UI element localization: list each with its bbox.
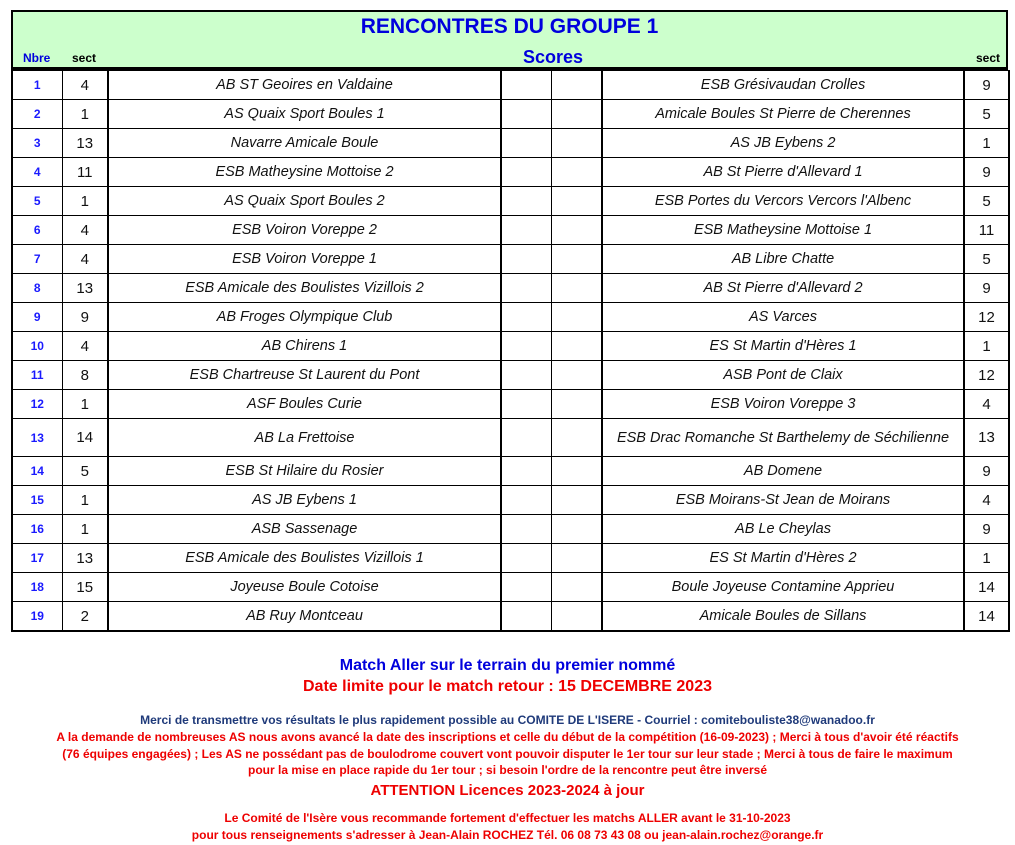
home-team: AB Ruy Montceau [108, 602, 501, 632]
match-number: 15 [12, 486, 62, 515]
match-row [12, 129, 1009, 158]
home-score-cell[interactable] [501, 303, 551, 332]
match-number: 10 [12, 332, 62, 361]
match-row [12, 544, 1009, 573]
match-number: 7 [12, 245, 62, 274]
away-sector: 12 [964, 361, 1009, 390]
away-team: AB Le Cheylas [602, 515, 964, 544]
away-score-cell[interactable] [551, 390, 602, 419]
matches-table [11, 70, 1010, 632]
home-team: AB La Frettoise [108, 419, 501, 457]
away-score-cell[interactable] [551, 129, 602, 158]
away-sector: 1 [964, 544, 1009, 573]
away-sector: 5 [964, 245, 1009, 274]
home-sector: 4 [62, 332, 108, 361]
home-score-cell[interactable] [501, 71, 551, 100]
transmettre-note: Merci de transmettre vos résultats le plus rapidement possible au COMITE DE L'ISERE - Courriel : comitebouliste38@wanadoo.fr [140, 713, 875, 727]
away-team: ASB Pont de Claix [602, 361, 964, 390]
away-score-cell[interactable] [551, 332, 602, 361]
away-score-cell[interactable] [551, 602, 602, 632]
away-team: AB Libre Chatte [602, 245, 964, 274]
match-row [12, 187, 1009, 216]
match-number: 1 [12, 71, 62, 100]
home-score-cell[interactable] [501, 515, 551, 544]
home-team: ESB Matheysine Mottoise 2 [108, 158, 501, 187]
match-number: 13 [12, 419, 62, 457]
away-team: AS JB Eybens 2 [602, 129, 964, 158]
match-row [12, 390, 1009, 419]
column-header-nbre: Nbre [23, 51, 51, 65]
match-number: 16 [12, 515, 62, 544]
away-team: ES St Martin d'Hères 2 [602, 544, 964, 573]
column-header-sect-right: sect [975, 51, 1000, 65]
away-sector: 4 [964, 390, 1009, 419]
home-score-cell[interactable] [501, 457, 551, 486]
away-score-cell[interactable] [551, 245, 602, 274]
away-team: ES St Martin d'Hères 1 [602, 332, 964, 361]
table-header [11, 10, 1008, 70]
away-sector: 9 [964, 71, 1009, 100]
away-team: Amicale Boules de Sillans [602, 602, 964, 632]
away-score-cell[interactable] [551, 158, 602, 187]
away-team: AB St Pierre d'Allevard 1 [602, 158, 964, 187]
match-row [12, 457, 1009, 486]
home-sector: 4 [62, 245, 108, 274]
recommandation-note [0, 810, 1015, 844]
away-sector: 14 [964, 573, 1009, 602]
home-team: ESB Voiron Voreppe 1 [108, 245, 501, 274]
home-score-cell[interactable] [501, 187, 551, 216]
away-score-cell[interactable] [551, 71, 602, 100]
away-score-cell[interactable] [551, 515, 602, 544]
match-row [12, 100, 1009, 129]
match-row [12, 216, 1009, 245]
match-row [12, 332, 1009, 361]
page-title: RENCONTRES DU GROUPE 1 [360, 15, 659, 38]
away-team: Amicale Boules St Pierre de Cherennes [602, 100, 964, 129]
away-team: AS Varces [602, 303, 964, 332]
home-score-cell[interactable] [501, 158, 551, 187]
home-sector: 13 [62, 129, 108, 158]
match-number: 17 [12, 544, 62, 573]
home-score-cell[interactable] [501, 544, 551, 573]
home-team: Navarre Amicale Boule [108, 129, 501, 158]
home-sector: 1 [62, 187, 108, 216]
match-row [12, 361, 1009, 390]
match-row [12, 602, 1009, 632]
home-sector: 8 [62, 361, 108, 390]
away-sector: 1 [964, 332, 1009, 361]
away-score-cell[interactable] [551, 216, 602, 245]
home-team: ESB Voiron Voreppe 2 [108, 216, 501, 245]
match-number: 3 [12, 129, 62, 158]
home-score-cell[interactable] [501, 419, 551, 457]
home-team: Joyeuse Boule Cotoise [108, 573, 501, 602]
home-sector: 4 [62, 216, 108, 245]
away-score-cell[interactable] [551, 303, 602, 332]
away-sector: 14 [964, 602, 1009, 632]
home-sector: 1 [62, 515, 108, 544]
home-score-cell[interactable] [501, 100, 551, 129]
away-sector: 13 [964, 419, 1009, 457]
match-number: 19 [12, 602, 62, 632]
away-team: AB Domene [602, 457, 964, 486]
demande-line-2: (76 équipes engagées) ; Les AS ne possédant pas de boulodrome couvert vont pouvoir disputer le 1er tour sur leur stade ; Merci à tous de faire le maximum [62, 746, 953, 761]
match-number: 8 [12, 274, 62, 303]
match-number: 4 [12, 158, 62, 187]
home-sector: 13 [62, 544, 108, 573]
home-score-cell[interactable] [501, 486, 551, 515]
home-score-cell[interactable] [501, 129, 551, 158]
away-sector: 9 [964, 158, 1009, 187]
home-team: ESB Amicale des Boulistes Vizillois 2 [108, 274, 501, 303]
home-sector: 1 [62, 390, 108, 419]
match-number: 12 [12, 390, 62, 419]
match-row [12, 274, 1009, 303]
home-sector: 11 [62, 158, 108, 187]
home-sector: 9 [62, 303, 108, 332]
demande-line-1: A la demande de nombreuses AS nous avons avancé la date des inscriptions et celle du début de la compétition (16-09-2023) ; Merci à tous d'avoir été réactifs [56, 730, 959, 744]
match-number: 11 [12, 361, 62, 390]
home-team: ASF Boules Curie [108, 390, 501, 419]
home-score-cell[interactable] [501, 274, 551, 303]
home-team: ESB Amicale des Boulistes Vizillois 1 [108, 544, 501, 573]
contact-line: pour tous renseignements s'adresser à Jean-Alain ROCHEZ Tél. 06 08 73 43 08 ou jean-alain.rochez@orange.fr [191, 828, 824, 842]
demande-line-3: pour la mise en place rapide du 1er tour ; si besoin l'ordre de la rencontre peut être inversé [247, 763, 767, 777]
home-score-cell[interactable] [501, 216, 551, 245]
away-score-cell[interactable] [551, 486, 602, 515]
away-team: ESB Voiron Voreppe 3 [602, 390, 964, 419]
away-score-cell[interactable] [551, 457, 602, 486]
match-row [12, 419, 1009, 457]
column-header-scores: Scores [522, 47, 584, 67]
home-sector: 2 [62, 602, 108, 632]
away-team: ESB Portes du Vercors Vercors l'Albenc [602, 187, 964, 216]
away-team: ESB Grésivaudan Crolles [602, 71, 964, 100]
attention-licences-note: ATTENTION Licences 2023-2024 à jour [370, 782, 645, 799]
away-team: ESB Moirans-St Jean de Moirans [602, 486, 964, 515]
home-team: ESB St Hilaire du Rosier [108, 457, 501, 486]
away-score-cell[interactable] [551, 274, 602, 303]
home-score-cell[interactable] [501, 602, 551, 632]
match-number: 9 [12, 303, 62, 332]
away-sector: 4 [964, 486, 1009, 515]
home-sector: 13 [62, 274, 108, 303]
home-score-cell[interactable] [501, 332, 551, 361]
match-number: 2 [12, 100, 62, 129]
away-score-cell[interactable] [551, 544, 602, 573]
away-score-cell[interactable] [551, 573, 602, 602]
match-row [12, 573, 1009, 602]
match-aller-note: Match Aller sur le terrain du premier nommé [339, 657, 676, 674]
match-row [12, 158, 1009, 187]
date-limite-note: Date limite pour le match retour : 15 DECEMBRE 2023 [303, 678, 712, 695]
recommande-line: Le Comité de l'Isère vous recommande fortement d'effectuer les matchs ALLER avant le 31-10-2023 [224, 811, 791, 825]
home-sector: 15 [62, 573, 108, 602]
match-row [12, 71, 1009, 100]
home-team: ESB Chartreuse St Laurent du Pont [108, 361, 501, 390]
home-sector: 1 [62, 100, 108, 129]
home-team: AS Quaix Sport Boules 2 [108, 187, 501, 216]
away-score-cell[interactable] [551, 100, 602, 129]
home-team: AB Froges Olympique Club [108, 303, 501, 332]
match-number: 14 [12, 457, 62, 486]
column-header-sect-left: sect [72, 51, 97, 65]
home-score-cell[interactable] [501, 573, 551, 602]
away-team: ESB Drac Romanche St Barthelemy de Séchilienne [602, 419, 964, 457]
away-team: Boule Joyeuse Contamine Apprieu [602, 573, 964, 602]
match-row [12, 303, 1009, 332]
away-sector: 11 [964, 216, 1009, 245]
away-sector: 12 [964, 303, 1009, 332]
away-score-cell[interactable] [551, 419, 602, 457]
away-sector: 9 [964, 457, 1009, 486]
away-sector: 1 [964, 129, 1009, 158]
match-row [12, 515, 1009, 544]
home-sector: 1 [62, 486, 108, 515]
away-team: AB St Pierre d'Allevard 2 [602, 274, 964, 303]
home-team: AS JB Eybens 1 [108, 486, 501, 515]
match-number: 5 [12, 187, 62, 216]
away-sector: 5 [964, 100, 1009, 129]
home-sector: 5 [62, 457, 108, 486]
match-row [12, 486, 1009, 515]
home-score-cell[interactable] [501, 390, 551, 419]
away-score-cell[interactable] [551, 361, 602, 390]
match-row [12, 245, 1009, 274]
away-sector: 9 [964, 515, 1009, 544]
away-sector: 9 [964, 274, 1009, 303]
match-number: 18 [12, 573, 62, 602]
home-team: AB Chirens 1 [108, 332, 501, 361]
home-score-cell[interactable] [501, 245, 551, 274]
home-sector: 14 [62, 419, 108, 457]
away-team: ESB Matheysine Mottoise 1 [602, 216, 964, 245]
home-score-cell[interactable] [501, 361, 551, 390]
home-team: ASB Sassenage [108, 515, 501, 544]
away-sector: 5 [964, 187, 1009, 216]
away-score-cell[interactable] [551, 187, 602, 216]
home-team: AS Quaix Sport Boules 1 [108, 100, 501, 129]
home-team: AB ST Geoires en Valdaine [108, 71, 501, 100]
fixtures-sheet [11, 10, 1008, 632]
home-sector: 4 [62, 71, 108, 100]
demande-note [0, 729, 1015, 779]
match-number: 6 [12, 216, 62, 245]
